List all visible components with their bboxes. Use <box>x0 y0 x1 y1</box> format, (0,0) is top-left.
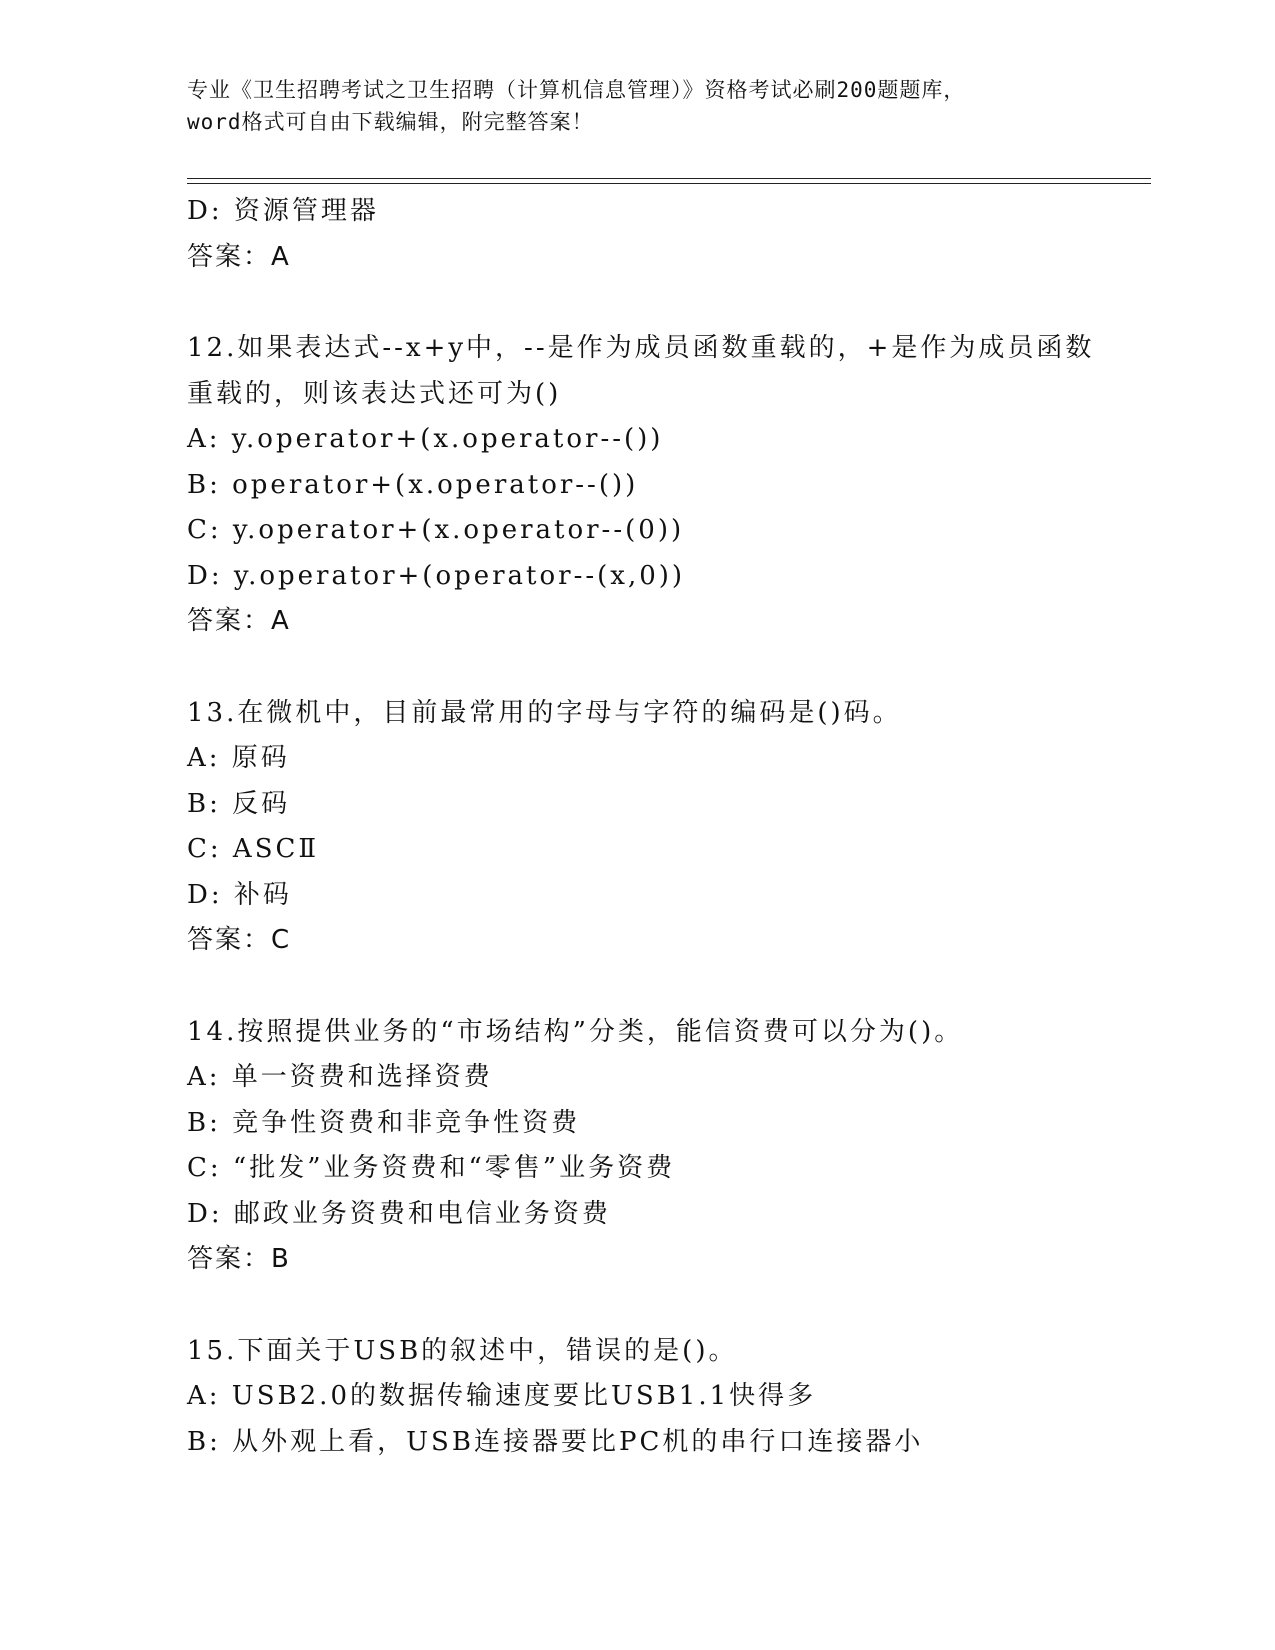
spacer <box>187 280 1151 326</box>
question-12-option-b: B: operator+(x.operator--()) <box>187 469 639 500</box>
question-13-stem: 13.在微机中，目前最常用的字母与字符的编码是()码。 <box>187 697 902 728</box>
question-14-option-a: A: 单一资费和选择资费 <box>187 1062 493 1092</box>
question-12-option-c: C: y.operator+(x.operator--(0)) <box>187 515 685 545</box>
question-13-option-d: D: 补码 <box>187 879 292 910</box>
question-14-option-b: B: 竞争性资费和非竞争性资费 <box>187 1107 581 1138</box>
question-14-option-c: C: “批发”业务资费和“零售”业务资费 <box>187 1153 676 1183</box>
question-14-stem: 14.按照提供业务的“市场结构”分类，能信资费可以分为()。 <box>187 1016 964 1047</box>
header-title-line-2: word格式可自由下载编辑，附完整答案！ <box>187 110 594 134</box>
question-12-stem-line-1: 12.如果表达式--x+y中，--是作为成员函数重载的，+是作为成员函数 <box>187 333 1095 363</box>
question-list <box>187 189 1151 1465</box>
question-13-option-a: A: 原码 <box>187 743 290 773</box>
spacer <box>187 964 1151 1010</box>
document-header <box>187 74 1087 138</box>
question-13-answer: 答案：C <box>187 925 292 955</box>
question-12-stem-line-2: 重载的，则该表达式还可为() <box>187 378 562 409</box>
question-13-option-c: C: ASCⅡ <box>187 834 320 864</box>
question-12-option-d: D: y.operator+(operator--(x,0)) <box>187 560 686 591</box>
question-14-answer: 答案：B <box>187 1244 291 1274</box>
spacer <box>187 645 1151 691</box>
header-divider-top <box>187 178 1151 179</box>
question-14-option-d: D: 邮政业务资费和电信业务资费 <box>187 1198 611 1229</box>
question-15-option-a: A: USB2.0的数据传输速度要比USB1.1快得多 <box>187 1381 817 1411</box>
question-13-option-b: B: 反码 <box>187 788 291 819</box>
spacer <box>187 1283 1151 1329</box>
header-divider-bottom <box>187 183 1151 184</box>
prev-question-option-d: D: 资源管理器 <box>187 196 379 226</box>
question-12-option-a: A: y.operator+(x.operator--()) <box>187 424 664 454</box>
prev-question-answer: 答案：A <box>187 241 291 272</box>
question-15-option-b: B: 从外观上看，USB连接器要比PC机的串行口连接器小 <box>187 1426 924 1457</box>
header-title-line-1: 专业《卫生招聘考试之卫生招聘（计算机信息管理）》资格考试必刷200题题库， <box>187 78 966 102</box>
question-15-stem: 15.下面关于USB的叙述中，错误的是()。 <box>187 1335 738 1366</box>
question-12-answer: 答案：A <box>187 606 291 636</box>
